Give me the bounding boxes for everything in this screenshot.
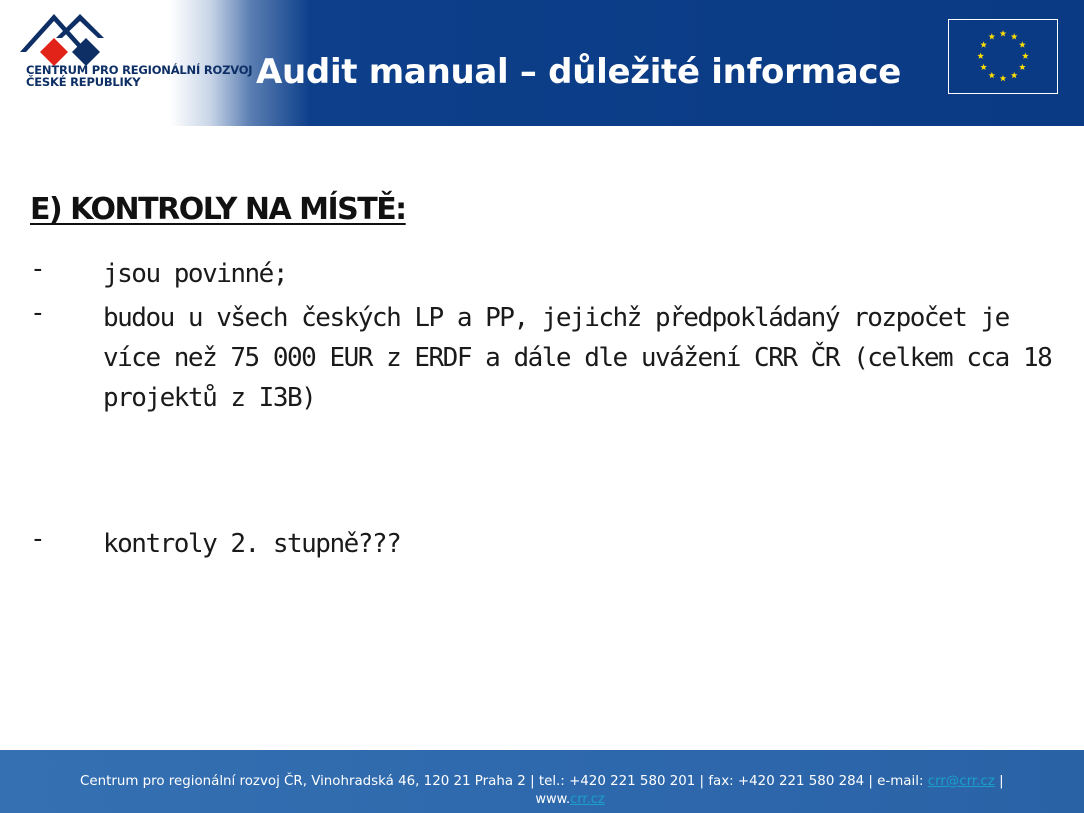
logo-text xyxy=(26,64,252,88)
section-title: E) KONTROLY NA MÍSTĚ: xyxy=(30,192,406,227)
bullet-dash: - xyxy=(30,524,45,554)
footer-separator: | xyxy=(994,774,1004,789)
bullet-text: budou u všech českých LP a PP, jejichž předpokládaný rozpočet je více než 75 000 EUR z ERDF a dále dle uvážení CRR ČR (celkem cca 18 projektů z I3B) xyxy=(103,303,1052,413)
footer-contact xyxy=(80,774,1004,789)
bullet-text: kontroly 2. stupně??? xyxy=(103,529,401,559)
bullet-dash: - xyxy=(30,298,45,328)
slide-footer xyxy=(0,750,1084,813)
email-link[interactable]: crr@crr.cz xyxy=(927,774,995,789)
logo-line-1: CENTRUM PRO REGIONÁLNÍ ROZVOJ xyxy=(26,63,253,77)
slide-header xyxy=(0,0,1084,126)
bullet-dash: - xyxy=(30,254,45,284)
page-title: Audit manual – důležité informace xyxy=(256,52,901,92)
bullet-text: jsou povinné; xyxy=(103,259,287,289)
footer-address: Centrum pro regionální rozvoj ČR, Vinohradská 46, 120 21 Praha 2 | tel.: +420 221 580 201 | fax: +420 221 580 284 | e-mail: xyxy=(80,774,928,789)
eu-flag-icon xyxy=(948,19,1058,94)
web-link[interactable]: crr.cz xyxy=(570,792,605,807)
footer-web xyxy=(0,792,1084,807)
logo-line-2: ČESKÉ REPUBLIKY xyxy=(26,75,141,89)
web-prefix: www. xyxy=(535,792,571,807)
